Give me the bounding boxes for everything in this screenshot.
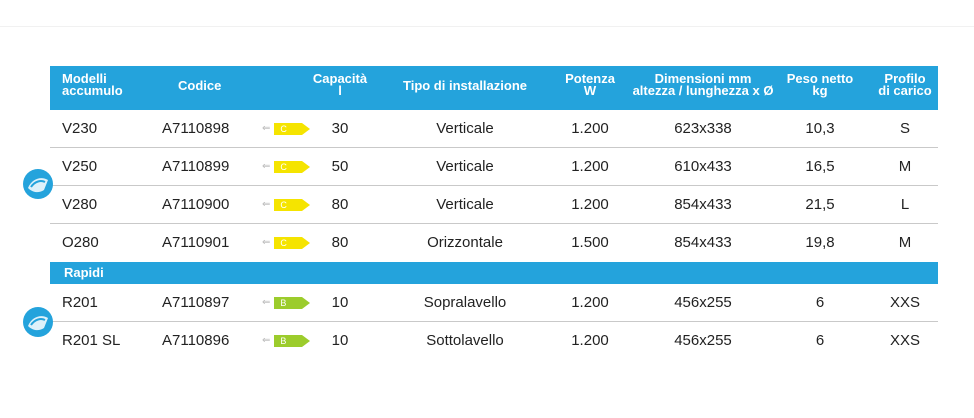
cell-profile: S bbox=[899, 120, 910, 137]
energy-arrow-icon: ⇐ bbox=[262, 123, 271, 134]
cell-dims: 854x433 bbox=[674, 196, 732, 213]
energy-arrow-icon: ⇐ bbox=[262, 335, 271, 346]
header-weight-line1: Peso netto bbox=[786, 71, 854, 86]
cell-weight: 16,5 bbox=[805, 158, 835, 175]
cell-capacity: 10 bbox=[331, 332, 349, 349]
energy-class-badge: B bbox=[274, 335, 302, 347]
cell-weight: 6 bbox=[815, 332, 825, 349]
cell-weight: 10,3 bbox=[805, 120, 835, 137]
energy-class bbox=[262, 198, 302, 212]
cell-power: 1.500 bbox=[571, 234, 609, 251]
table-row bbox=[50, 322, 938, 360]
heater-badge-icon bbox=[22, 168, 54, 200]
energy-class-badge: C bbox=[274, 199, 302, 211]
cell-capacity: 10 bbox=[331, 294, 349, 311]
header-dims-line2: altezza / lunghezza x Ø bbox=[632, 83, 774, 98]
section-rapidi-header: Rapidi bbox=[50, 262, 938, 284]
cell-type: Verticale bbox=[436, 196, 494, 213]
cell-weight: 6 bbox=[815, 294, 825, 311]
cell-code: A7110897 bbox=[162, 294, 230, 311]
header-code: Codice bbox=[178, 78, 222, 93]
energy-class-badge: C bbox=[274, 123, 302, 135]
cell-profile: M bbox=[898, 158, 912, 175]
cell-model: R201 SL bbox=[62, 332, 121, 349]
cell-weight: 21,5 bbox=[805, 196, 835, 213]
cell-dims: 623x338 bbox=[674, 120, 732, 137]
energy-class-badge: B bbox=[274, 297, 302, 309]
energy-class bbox=[262, 122, 302, 136]
header-weight bbox=[780, 73, 860, 97]
energy-class bbox=[262, 296, 302, 310]
header-dims-line1: Dimensioni mm bbox=[654, 71, 752, 86]
cell-code: A7110896 bbox=[162, 332, 230, 349]
cell-power: 1.200 bbox=[571, 332, 609, 349]
cell-type: Sopralavello bbox=[423, 294, 507, 311]
product-table bbox=[50, 66, 938, 360]
header-capacity bbox=[308, 73, 372, 97]
cell-dims: 456x255 bbox=[674, 294, 732, 311]
cell-profile: XXS bbox=[889, 294, 920, 311]
energy-class bbox=[262, 334, 302, 348]
cell-profile: L bbox=[900, 196, 910, 213]
header-model bbox=[62, 73, 123, 97]
cell-power: 1.200 bbox=[571, 196, 609, 213]
table-row bbox=[50, 110, 938, 148]
cell-power: 1.200 bbox=[571, 120, 609, 137]
energy-arrow-icon: ⇐ bbox=[262, 161, 271, 172]
energy-class-badge: C bbox=[274, 161, 302, 173]
energy-arrow-icon: ⇐ bbox=[262, 199, 271, 210]
energy-class-badge: C bbox=[274, 237, 302, 249]
energy-arrow-icon: ⇐ bbox=[262, 237, 271, 248]
top-divider bbox=[0, 26, 974, 27]
cell-profile: M bbox=[898, 234, 912, 251]
cell-type: Orizzontale bbox=[427, 234, 503, 251]
cell-code: A7110898 bbox=[162, 120, 230, 137]
header-capacity-line2: l bbox=[338, 83, 342, 98]
cell-dims: 610x433 bbox=[674, 158, 732, 175]
cell-profile: XXS bbox=[889, 332, 920, 349]
group2-rows bbox=[50, 284, 938, 360]
header-model-line2: accumulo bbox=[62, 83, 123, 98]
table-row bbox=[50, 284, 938, 322]
header-power-line2: W bbox=[583, 83, 597, 98]
header-profile bbox=[865, 73, 945, 97]
header-type: Tipo di installazione bbox=[403, 78, 527, 93]
header-profile-line1: Profilo bbox=[884, 71, 926, 86]
table-row bbox=[50, 224, 938, 262]
table-row bbox=[50, 148, 938, 186]
cell-power: 1.200 bbox=[571, 158, 609, 175]
heater-badge-icon bbox=[22, 306, 54, 338]
cell-model: R201 bbox=[62, 294, 98, 311]
energy-class bbox=[262, 236, 302, 250]
header-model-line1: Modelli bbox=[62, 71, 107, 86]
cell-code: A7110899 bbox=[162, 158, 230, 175]
header-power-line1: Potenza bbox=[565, 71, 615, 86]
header-profile-line2: di carico bbox=[878, 83, 932, 98]
header-capacity-line1: Capacità bbox=[312, 71, 368, 86]
header-dims bbox=[628, 73, 778, 97]
cell-capacity: 50 bbox=[331, 158, 349, 175]
cell-code: A7110900 bbox=[162, 196, 230, 213]
table-header bbox=[50, 66, 938, 110]
header-power bbox=[556, 73, 624, 97]
cell-code: A7110901 bbox=[162, 234, 230, 251]
cell-capacity: 80 bbox=[331, 196, 349, 213]
cell-type: Verticale bbox=[436, 158, 494, 175]
header-weight-line2: kg bbox=[812, 83, 828, 98]
cell-model: O280 bbox=[62, 234, 99, 251]
cell-type: Sottolavello bbox=[426, 332, 504, 349]
cell-model: V230 bbox=[62, 120, 98, 137]
cell-type: Verticale bbox=[436, 120, 494, 137]
energy-class bbox=[262, 160, 302, 174]
cell-weight: 19,8 bbox=[805, 234, 835, 251]
table-row bbox=[50, 186, 938, 224]
cell-capacity: 30 bbox=[331, 120, 349, 137]
cell-dims: 456x255 bbox=[674, 332, 732, 349]
energy-arrow-icon: ⇐ bbox=[262, 297, 271, 308]
cell-dims: 854x433 bbox=[674, 234, 732, 251]
cell-model: V280 bbox=[62, 196, 98, 213]
cell-capacity: 80 bbox=[331, 234, 349, 251]
cell-power: 1.200 bbox=[571, 294, 609, 311]
group1-rows bbox=[50, 110, 938, 262]
cell-model: V250 bbox=[62, 158, 98, 175]
